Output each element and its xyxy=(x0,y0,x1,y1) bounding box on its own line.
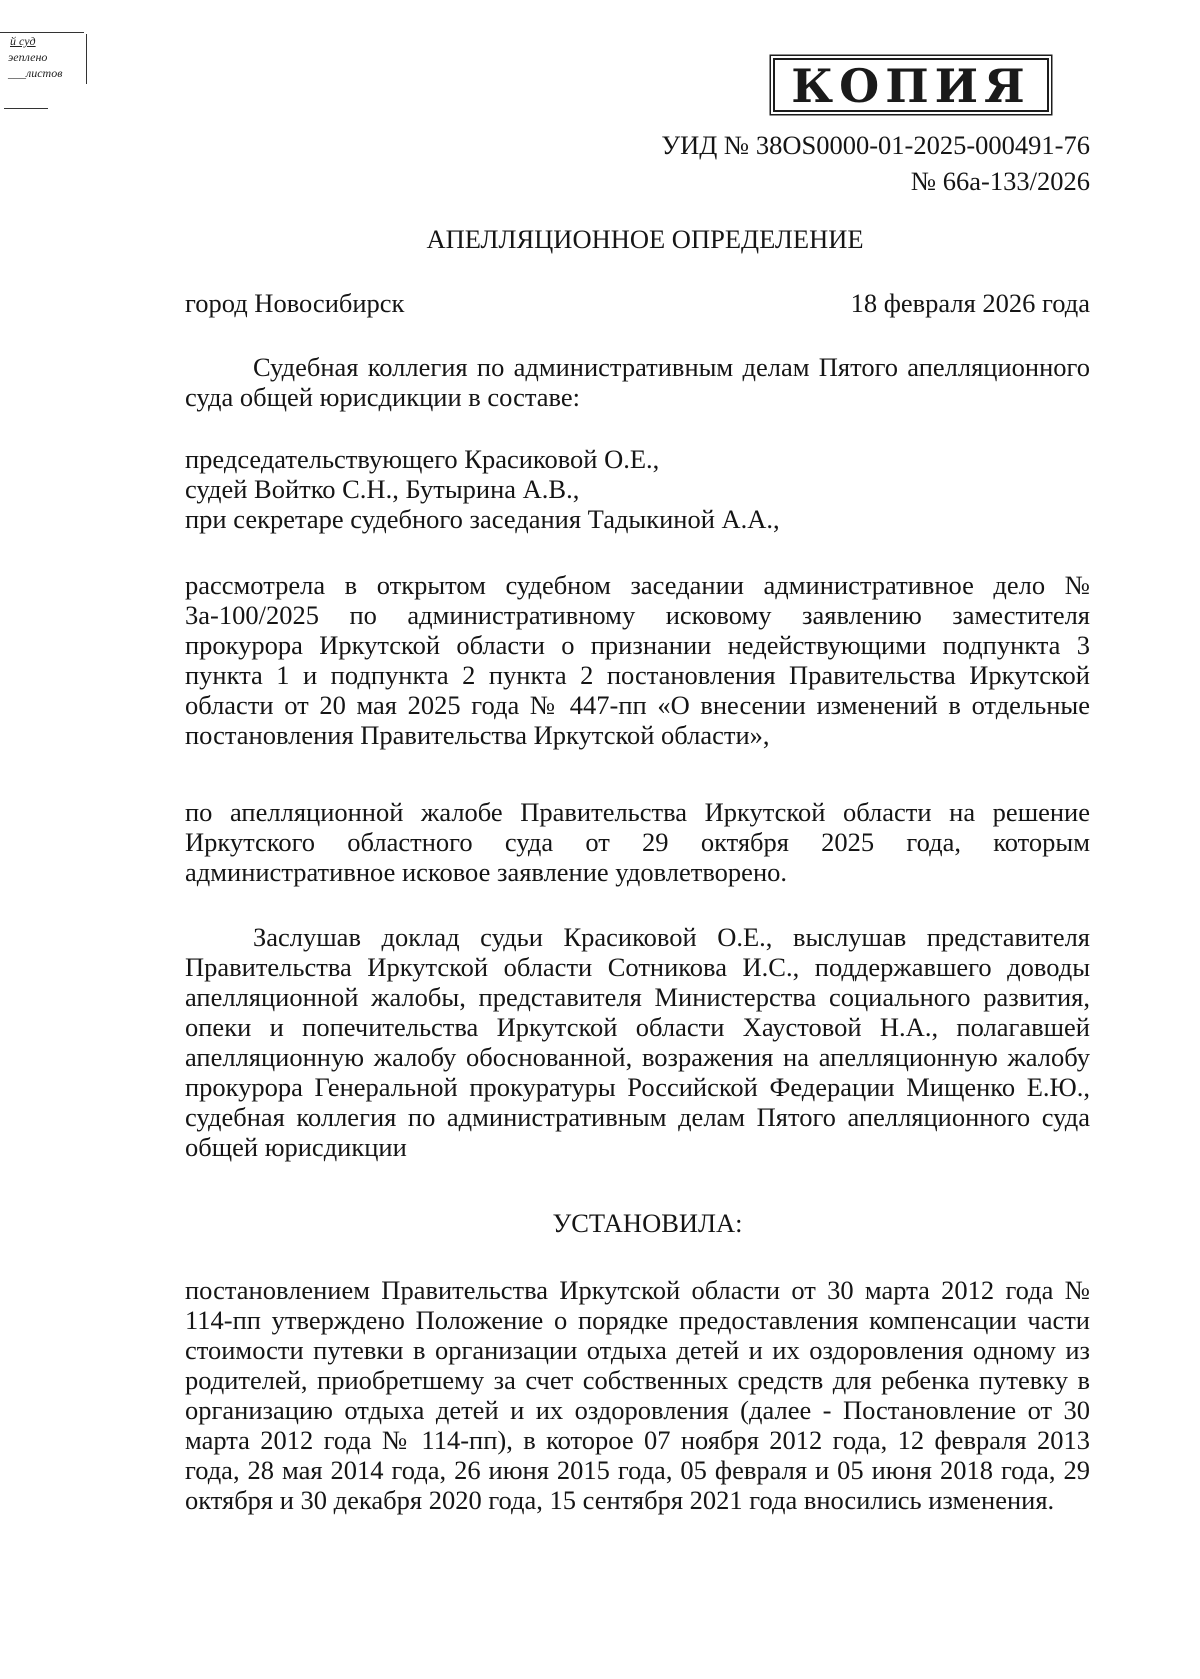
paragraph-considered: рассмотрела в открытом судебном заседании административное дело № 3а-100/2025 по административному исковому заявлению заместителя прокурора Иркутской области о признании недействующими подпункта 3 пункта 1 и подпункта 2 пункта 2 постановления Правительства Иркутской области от 20 мая 2025 года № 447-пп «О внесении изменений в отдельные постановления Правительства Иркутской области», xyxy=(185,570,1090,750)
uid-number: УИД № 38OS0000-01-2025-000491-76 xyxy=(661,130,1090,160)
stamp-court-line: й суд xyxy=(10,34,36,48)
secretary: при секретаре судебного заседания Тадыкиной А.А., xyxy=(185,504,780,534)
place: город Новосибирск xyxy=(185,288,405,318)
stamp-top-rule xyxy=(0,32,84,33)
stamp-bound-line: эеплено xyxy=(8,50,48,64)
presiding-judge: председательствующего Красиковой О.Е., xyxy=(185,444,660,474)
registration-stamp xyxy=(0,34,87,84)
paragraph-appeal: по апелляционной жалобе Правительства Иркутской области на решение Иркутского областного суда от 29 октября 2025 года, которым административное исковое заявление удовлетворено. xyxy=(185,797,1090,887)
paragraph-heard: Заслушав доклад судьи Красиковой О.Е., выслушав представителя Правительства Иркутской области Сотникова И.С., поддержавшего доводы апелляционной жалобы, представителя Министерства социального развития, опеки и попечительства Иркутской области Хаустовой Н.А., полагавшей апелляционную жалобу обоснованной, возражения на апелляционную жалобу прокурора Генеральной прокуратуры Российской Федерации Мищенко Е.Ю., судебная коллегия по административным делам Пятого апелляционного суда общей юрисдикции xyxy=(185,922,1090,1162)
paragraph-composition: Судебная коллегия по административным делам Пятого апелляционного суда общей юрисдикции в составе: xyxy=(185,352,1090,412)
document-title: АПЕЛЛЯЦИОННОЕ ОПРЕДЕЛЕНИЕ xyxy=(426,224,864,254)
judges: судей Войтко С.Н., Бутырина А.В., xyxy=(185,474,580,504)
case-number: № 66а-133/2026 xyxy=(910,166,1090,196)
established-heading: УСТАНОВИЛА: xyxy=(552,1208,743,1238)
stamp-bottom-rule xyxy=(4,108,48,109)
document-date: 18 февраля 2026 года xyxy=(850,288,1090,318)
paragraph-established: постановлением Правительства Иркутской области от 30 марта 2012 года № 114-пп утверждено Положение о порядке предоставления компенсации части стоимости путевки в организации отдыха детей и их оздоровления одному из родителей, приобретшему за счет собственных средств для ребенка путевку в организацию отдыха детей и их оздоровления (далее - Постановление от 30 марта 2012 года № 114-пп), в которое 07 ноября 2012 года, 12 февраля 2013 года, 28 мая 2014 года, 26 июня 2015 года, 05 февраля и 05 июня 2018 года, 29 октября и 30 декабря 2020 года, 15 сентября 2021 года вносились изменения. xyxy=(185,1275,1090,1515)
stamp-sheets-line: ___листов xyxy=(8,66,63,80)
copy-stamp: КОПИЯ xyxy=(773,58,1049,112)
court-composition-list xyxy=(185,444,1090,534)
